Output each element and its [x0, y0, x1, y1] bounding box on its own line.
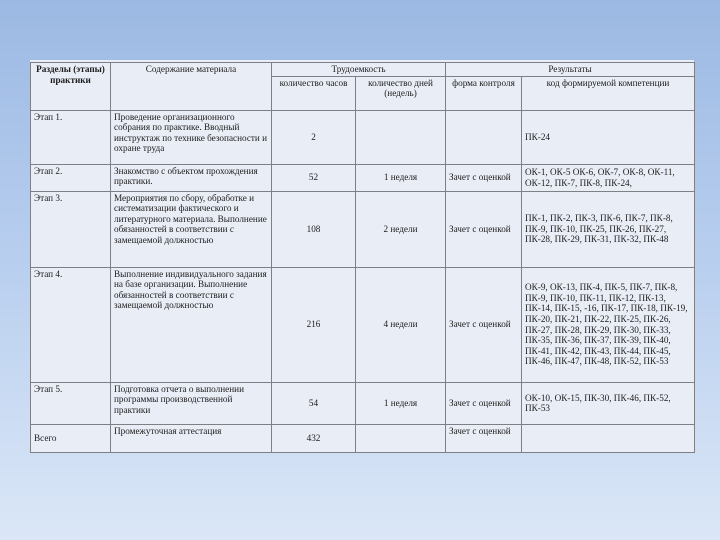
- header-results: Результаты: [446, 63, 695, 77]
- days-cell: 1 неделя: [356, 164, 446, 191]
- header-labor: Трудоемкость: [272, 63, 446, 77]
- days-cell: 4 недели: [356, 267, 446, 382]
- stage-cell: Этап 3.: [31, 191, 111, 267]
- table-row-total: [31, 424, 695, 452]
- codes-cell: ПК-24: [522, 110, 695, 164]
- stage-cell: Этап 2.: [31, 164, 111, 191]
- codes-cell: ОК-10, ОК-15, ПК-30, ПК-46, ПК-52, ПК-53: [522, 382, 695, 424]
- codes-cell: ПК-1, ПК-2, ПК-3, ПК-6, ПК-7, ПК-8, ПК-9, ПК-10, ПК-25, ПК-26, ПК-27, ПК-28, ПК-29, ПК-31, ПК-32, ПК-48: [522, 191, 695, 267]
- content-cell: Мероприятия по сбору, обработке и систематизации фактического и литературного материала. Выполнение обязанностей в соответствии с замещаемой должностью: [111, 191, 272, 267]
- hours-cell: 2: [272, 110, 356, 164]
- table-row: [31, 267, 695, 382]
- control-cell: Зачет с оценкой: [446, 424, 522, 452]
- header-days: количество дней (недель): [356, 76, 446, 110]
- control-cell: Зачет с оценкой: [446, 267, 522, 382]
- header-row-top: [31, 63, 695, 77]
- control-cell: Зачет с оценкой: [446, 382, 522, 424]
- codes-cell: ОК-9, ОК-13, ПК-4, ПК-5, ПК-7, ПК-8, ПК-9, ПК-10, ПК-11, ПК-12, ПК-13, ПК-14, ПК-15, -16, ПК-17, ПК-18, ПК-19, ПК-20, ПК-21, ПК-22, ПК-25, ПК-26, ПК-27, ПК-28, ПК-29, ПК-30, ПК-33, ПК-35, ПК-36, ПК-37, ПК-39, ПК-40, ПК-41, ПК-42, ПК-43, ПК-44, ПК-45, ПК-46, ПК-47, ПК-48, ПК-52, ПК-53: [522, 267, 695, 382]
- days-cell: [356, 110, 446, 164]
- content-cell: Выполнение индивидуального задания на базе организации. Выполнение обязанностей в соответствии с замещаемой должностью: [111, 267, 272, 382]
- header-content: Содержание материала: [111, 63, 272, 111]
- table-row: [31, 164, 695, 191]
- hours-cell: 52: [272, 164, 356, 191]
- header-competence-code: код формируемой компетенции: [522, 76, 695, 110]
- stage-cell: Этап 4.: [31, 267, 111, 382]
- days-cell: 1 неделя: [356, 382, 446, 424]
- table-row: [31, 191, 695, 267]
- hours-cell: 216: [272, 267, 356, 382]
- hours-cell: 108: [272, 191, 356, 267]
- practice-plan-table: [30, 62, 695, 453]
- days-cell: [356, 424, 446, 452]
- header-control: форма контроля: [446, 76, 522, 110]
- hours-cell: 54: [272, 382, 356, 424]
- hours-cell: 432: [272, 424, 356, 452]
- stage-cell: Этап 5.: [31, 382, 111, 424]
- header-hours: количество часов: [272, 76, 356, 110]
- content-cell: Подготовка отчета о выполнении программы производственной практики: [111, 382, 272, 424]
- content-cell: Знакомство с объектом прохождения практики.: [111, 164, 272, 191]
- content-cell: Проведение организационного собрания по практике. Вводный инструктаж по технике безопасности и охране труда: [111, 110, 272, 164]
- content-cell: Промежуточная аттестация: [111, 424, 272, 452]
- codes-cell: ОК-1, ОК-5 ОК-6, ОК-7, ОК-8, ОК-11, ОК-12, ПК-7, ПК-8, ПК-24,: [522, 164, 695, 191]
- header-sections: Разделы (этапы) практики: [31, 63, 111, 111]
- codes-cell: [522, 424, 695, 452]
- control-cell: Зачет с оценкой: [446, 164, 522, 191]
- stage-cell: Этап 1.: [31, 110, 111, 164]
- table-row: [31, 382, 695, 424]
- stage-cell: Всего: [31, 424, 111, 452]
- control-cell: Зачет с оценкой: [446, 191, 522, 267]
- days-cell: 2 недели: [356, 191, 446, 267]
- control-cell: [446, 110, 522, 164]
- table-row: [31, 110, 695, 164]
